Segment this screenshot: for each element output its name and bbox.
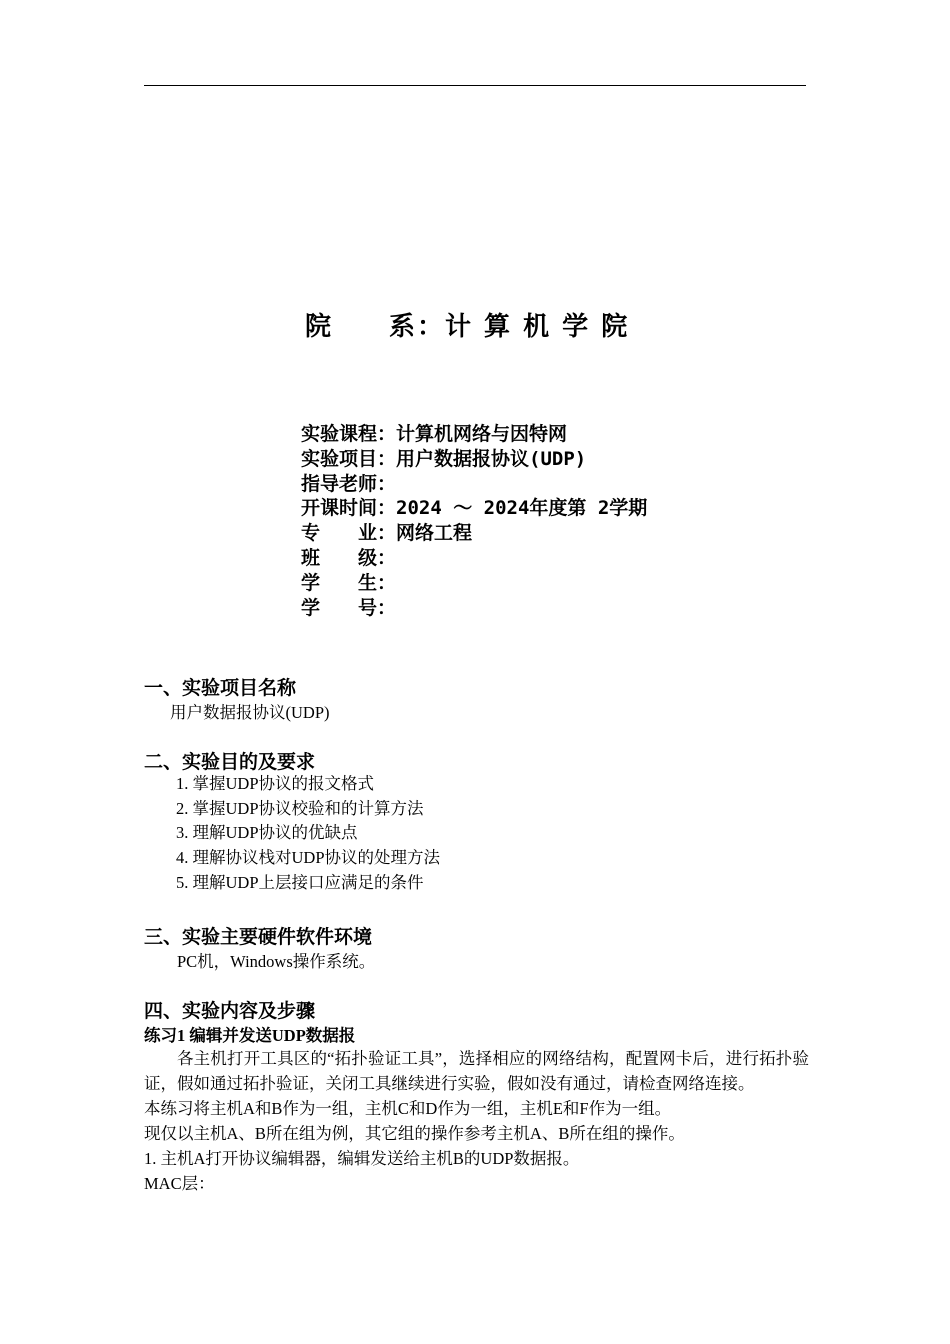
info-row-student xyxy=(301,571,647,596)
info-label: 实验课程： xyxy=(301,423,397,445)
objectives-list xyxy=(176,772,440,896)
cover-info-block xyxy=(301,422,647,620)
list-item: 2. 掌握UDP协议校验和的计算方法 xyxy=(176,798,424,818)
info-row-student-id xyxy=(301,596,647,621)
info-label: 学 生： xyxy=(301,571,397,594)
paragraph: 现仅以主机A、B所在组为例，其它组的操作参考主机A、B所在组的操作。 xyxy=(144,1124,685,1143)
list-item: 3. 理解UDP协议的优缺点 xyxy=(176,823,358,843)
info-value: 用户数据报协议(UDP) xyxy=(396,447,587,470)
info-label: 开课时间： xyxy=(301,497,397,520)
section-text-1: 用户数据报协议(UDP) xyxy=(170,703,330,722)
info-row-class xyxy=(301,546,647,571)
info-row-major xyxy=(301,521,647,546)
paragraph: 1. 主机A打开协议编辑器，编辑发送给主机B的UDP数据报。 xyxy=(144,1149,580,1168)
info-value: 网络工程 xyxy=(396,522,473,545)
section-title-2: 二、实验目的及要求 xyxy=(144,751,316,773)
list-item: 1. 掌握UDP协议的报文格式 xyxy=(176,774,375,793)
section-text-3: PC机，Windows操作系统。 xyxy=(177,952,376,971)
paragraph: 本练习将主机A和B作为一组，主机C和D作为一组，主机E和F作为一组。 xyxy=(144,1099,672,1118)
info-row-project xyxy=(301,447,647,472)
paragraph: MAC层： xyxy=(144,1174,215,1193)
section-title-1: 一、实验项目名称 xyxy=(144,677,297,699)
exercise-body xyxy=(144,1046,809,1196)
info-label: 实验项目： xyxy=(301,447,397,470)
info-label: 学 号： xyxy=(301,596,397,619)
info-row-course xyxy=(301,422,647,447)
info-value: 2024 ～ 2024年度第 2学期 xyxy=(396,497,648,520)
info-label: 专 业： xyxy=(301,522,397,545)
exercise-title: 练习1 编辑并发送UDP数据报 xyxy=(144,1026,356,1045)
college-line: 院 系：计 算 机 学 院 xyxy=(305,312,630,342)
section-title-4: 四、实验内容及步骤 xyxy=(144,1000,316,1022)
info-label: 指导老师： xyxy=(301,472,397,495)
header-rule xyxy=(144,85,806,86)
info-row-time xyxy=(301,496,647,521)
paragraph: 各主机打开工具区的“拓扑验证工具”，选择相应的网络结构，配置网卡后，进行拓扑验证，假如通过拓扑验证，关闭工具继续进行实验，假如没有通过，请检查网络连接。 xyxy=(144,1049,809,1093)
section-title-3: 三、实验主要硬件软件环境 xyxy=(144,926,373,948)
info-row-teacher xyxy=(301,472,647,497)
info-value: 计算机网络与因特网 xyxy=(396,423,568,445)
list-item: 5. 理解UDP上层接口应满足的条件 xyxy=(176,872,424,892)
info-label: 班 级： xyxy=(301,546,397,569)
list-item: 4. 理解协议栈对UDP协议的处理方法 xyxy=(176,848,441,868)
